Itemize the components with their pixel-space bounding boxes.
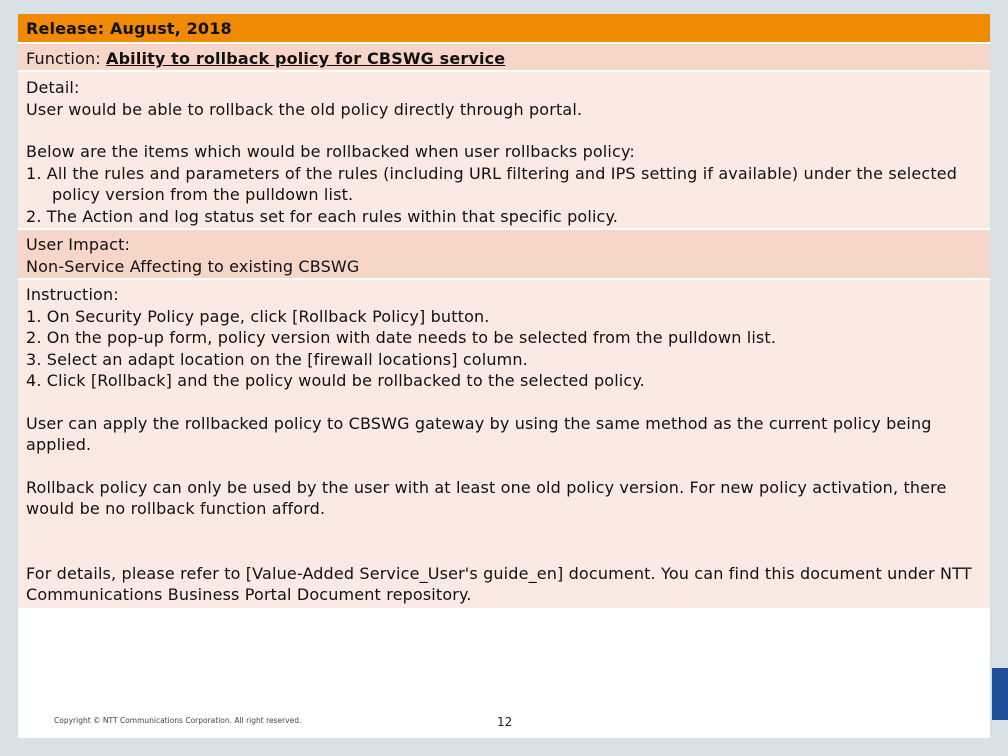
- detail-intro: Below are the items which would be rollbacked when user rollbacks policy:: [26, 142, 635, 161]
- impact-label: User Impact:: [26, 235, 131, 254]
- instruction-para-1: User can apply the rollbacked policy to CBSWG gateway by using the same method as the current policy being applied.: [26, 413, 932, 454]
- instruction-label: Instruction:: [26, 285, 119, 304]
- instruction-step-4: 4. Click [Rollback] and the policy would be rollbacked to the selected policy.: [26, 371, 645, 390]
- instruction-para-2: Rollback policy can only be used by the user with at least one old policy version. For new policy activation, there would be no rollback function afford.: [26, 477, 947, 518]
- function-value: Ability to rollback policy for CBSWG service: [106, 49, 506, 68]
- detail-row: [18, 72, 990, 230]
- instruction-step-3: 3. Select an adapt location on the [firewall locations] column.: [26, 349, 528, 369]
- slide: [18, 14, 990, 738]
- release-table: [18, 14, 990, 610]
- impact-row: [18, 230, 990, 280]
- right-sidebar: [990, 14, 1008, 738]
- detail-item-2: 2. The Action and log status set for each rules within that specific policy.: [26, 206, 619, 226]
- instruction-step-1: 1. On Security Policy page, click [Rollback Policy] button.: [26, 306, 490, 326]
- copyright-text: Copyright © NTT Communications Corporation. All right reserved.: [54, 716, 302, 725]
- instruction-row: [18, 280, 990, 610]
- page-number: 12: [497, 715, 513, 729]
- detail-item-1: 1. All the rules and parameters of the rules (including URL filtering and IPS setting if available) under the selected policy version from the pulldown list.: [26, 163, 958, 204]
- detail-line: User would be able to rollback the old policy directly through portal.: [26, 99, 583, 119]
- instruction-para-3: For details, please refer to [Value-Added Service_User's guide_en] document. You can find this document under NTT Communications Business Portal Document repository.: [26, 563, 972, 604]
- accent-tab: [992, 668, 1008, 720]
- release-row: [18, 14, 990, 44]
- detail-label: Detail:: [26, 78, 80, 97]
- function-label: Function:: [26, 49, 101, 68]
- function-row: [18, 44, 990, 72]
- impact-value: Non-Service Affecting to existing CBSWG: [26, 256, 360, 276]
- release-text: Release: August, 2018: [26, 19, 232, 38]
- instruction-step-2: 2. On the pop-up form, policy version with date needs to be selected from the pulldown list.: [26, 328, 777, 347]
